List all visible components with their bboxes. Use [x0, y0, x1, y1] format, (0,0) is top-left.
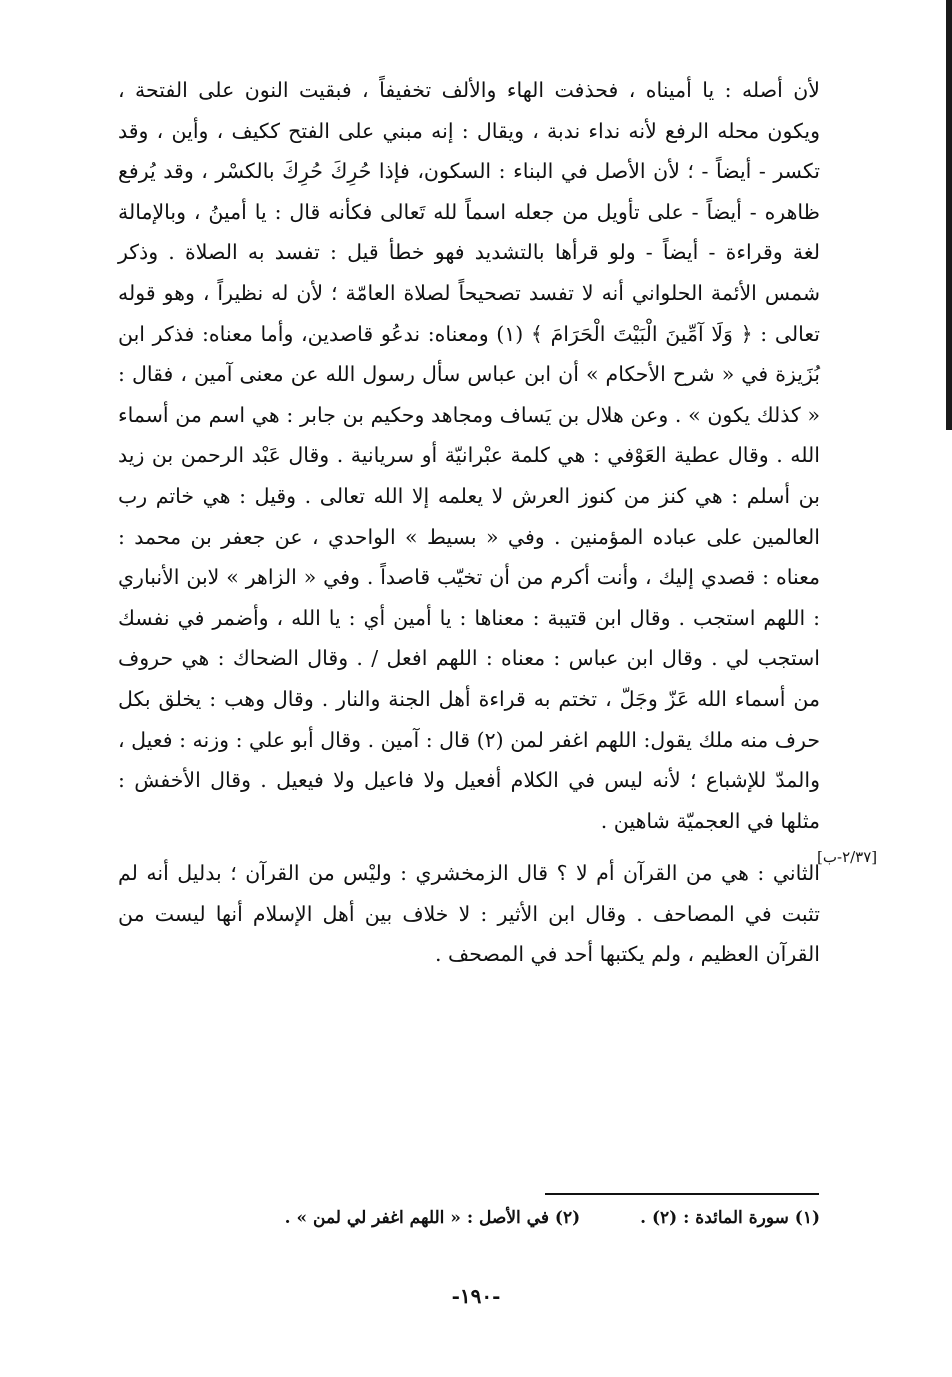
footnote-2: (٢) في الأصل : « اللهم اغفر لي لمن » . [284, 1208, 581, 1228]
page-number: -١٩٠- [451, 1284, 501, 1308]
footnote-1: (١) سورة المائدة : (٢) . [640, 1208, 820, 1228]
manuscript-folio-marker: [٢/٣٧-ب] [817, 848, 878, 866]
paragraph-1: لأن أصله : يا أميناه ، فحذفت الهاء والألف تخفيفاً ، فبقيت النون على الفتحة ، ويكون محله الرفع لأنه نداء ندبة ، ويقال : إنه مبني على الفتح ككيف ، وأين ، وقد تكسر - أيضاً - ؛ لأن الأصل في البناء : السكون، فإذا حُرِكَ حُرِكَ بالكسْر ، وقد يُرفع ظاهره - أيضاً - على تأويل من جعله اسماً لله تَعالى فكأنه قال : يا أمينُ ، وبالإمالة لغة وقراءة - أيضاً - ولو قرأها بالتشديد فهو خطأ قيل : تفسد به الصلاة . وذكر شمس الأئمة الحلواني أنه لا تفسد تصحيحاً لصلاة العامّة ؛ لأن له نظيراً ، وهو قوله تعالى : ﴿ وَلَا آمِّينَ الْبَيْتَ الْحَرَامَ ﴾ (١) ومعناه: ندعُو قاصدين، وأما معناه: فذكر ابن بُزَيزة في « شرح الأحكام » أن ابن عباس سأل رسول الله عن معنى آمين ، فقال : « كذلك يكون » . وعن هلال بن يَساف ومجاهد وحكيم بن جابر : هي اسم من أسماء الله . وقال عطية العَوْفي : هي كلمة عبْرانيّة أو سريانية . وقال عَبْد الرحمن بن زيد بن أسلم : هي كنز من كنوز العرش لا يعلمه إلا الله تعالى . وقيل : هي خاتم رب العالمين على عباده المؤمنين . وفي « بسيط » الواحدي ، عن جعفر بن محمد : معناه : قصدي إليك ، وأنت أكرم من أن تخيّب قاصداً . وفي « الزاهر » لابن الأنباري : اللهم استجب . وقال ابن قتيبة : معناها : يا أمين أي : يا الله ، وأضمر في نفسك استجب لي . وقال ابن عباس : معناه : اللهم افعل / . وقال الضحاك : هي حروف من أسماء الله عَزّ وجَلّ ، تختم به قراءة أهل الجنة والنار . وقال وهب : يخلق بكل حرف منه ملك يقول: اللهم اغفر لمن (٢) قال : آمين . وقال أبو علي : وزنه : فعيل ، والمدّ للإشباع ؛ لأنه ليس في الكلام أفعيل ولا فاعيل ولا فيعيل . وقال الأخفش : مثلها في العجميّة شاهين . [118, 78, 820, 833]
footnotes [190, 1203, 820, 1233]
main-text [118, 70, 820, 975]
footnote-divider [545, 1193, 819, 1195]
paragraph-2: الثاني : هي من القرآن أم لا ؟ قال الزمخشري : وليْس من القرآن ؛ بدليل أنه لم تثبت في المصاحف . وقال ابن الأثير : لا خلاف بين أهل الإسلام أنها ليست من القرآن العظيم ، ولم يكتبها أحد في المصحف . [118, 861, 820, 967]
scan-edge-bar [946, 0, 952, 430]
